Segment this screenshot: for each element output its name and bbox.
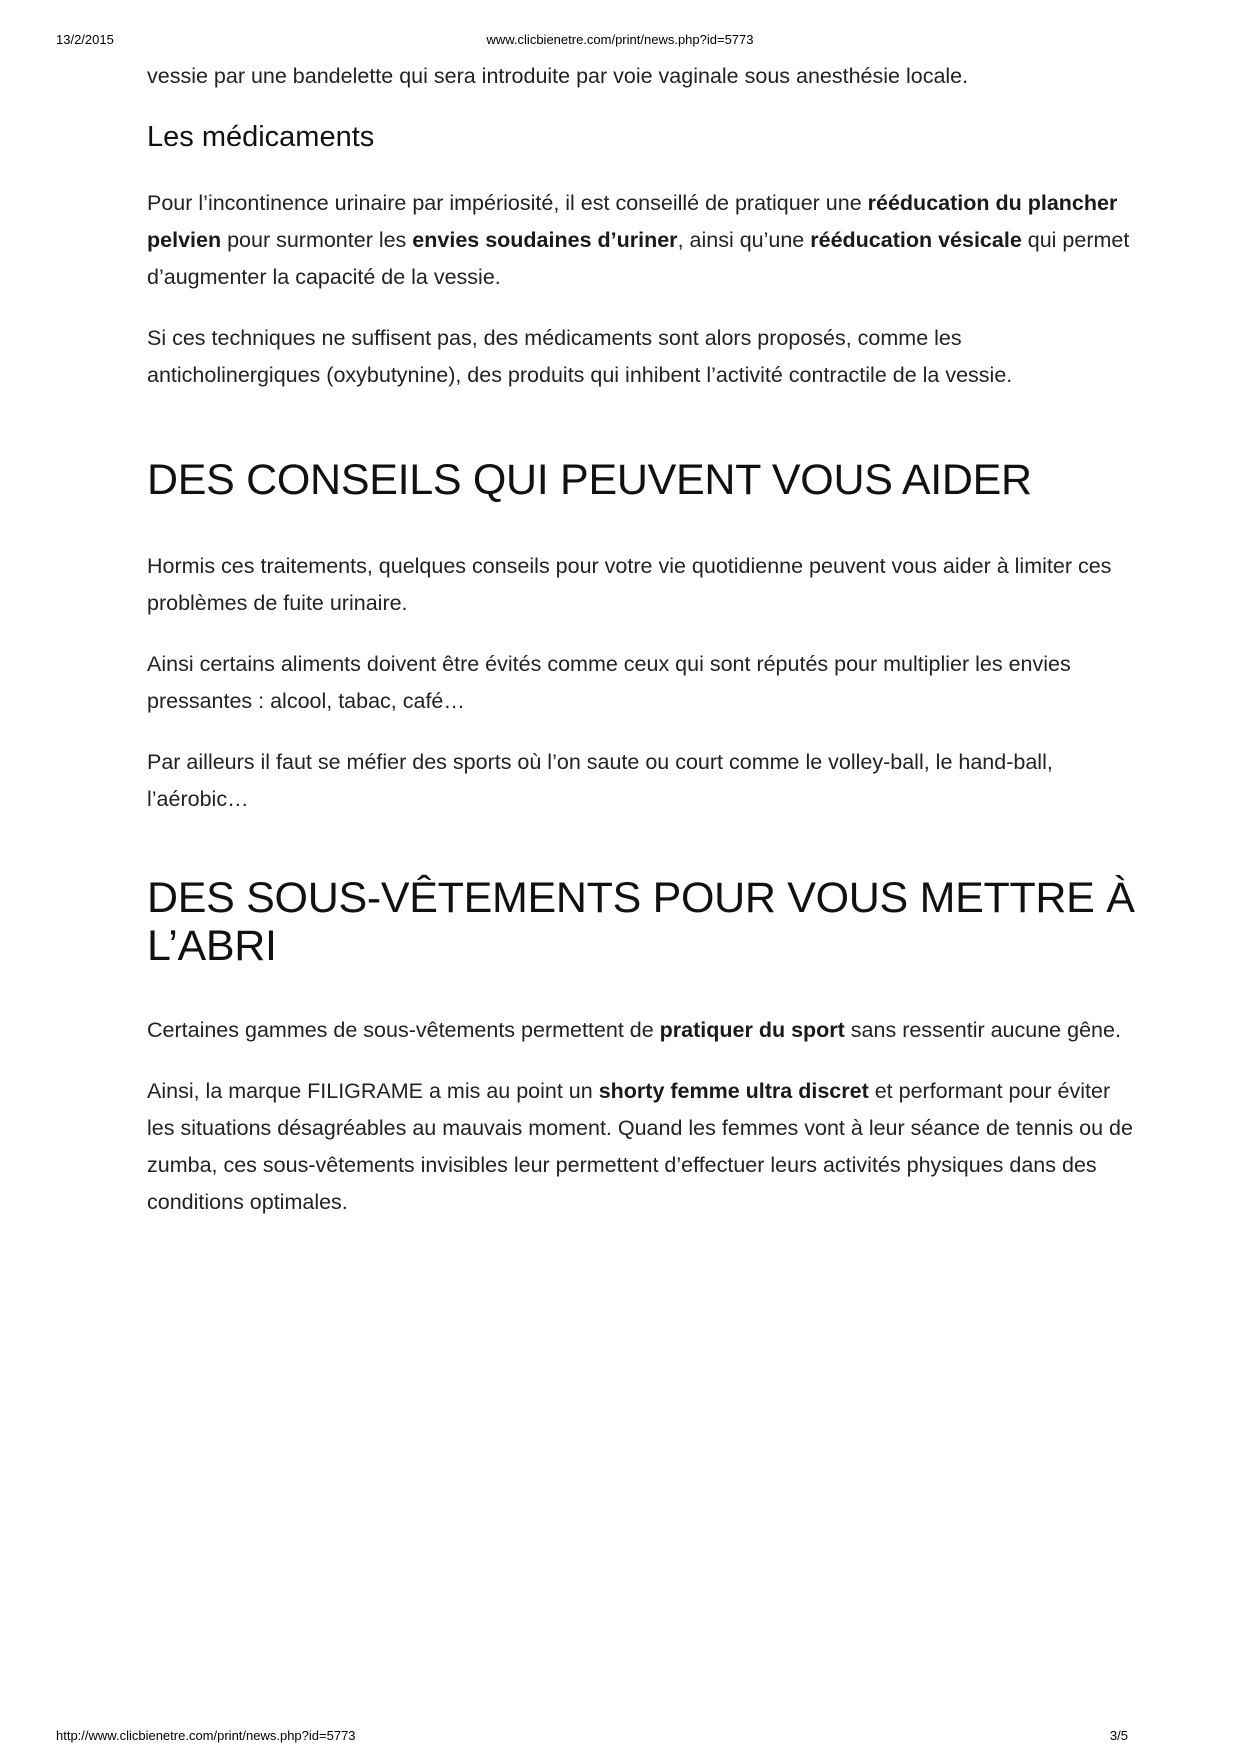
paragraph-filigrame (147, 1073, 1137, 1221)
article-body (147, 58, 1137, 1245)
heading-conseils: DES CONSEILS QUI PEUVENT VOUS AIDER (147, 456, 1032, 504)
paragraph-reeducation (147, 185, 1137, 296)
paragraph-aliments: Ainsi certains aliments doivent être évités comme ceux qui sont réputés pour multiplier les envies pressantes : alcool, tabac, café… (147, 652, 1071, 713)
text-span: Certaines gammes de sous-vêtements permettent de (147, 1018, 660, 1042)
page-number: 3/5 (1109, 1728, 1128, 1743)
paragraph-sports: Par ailleurs il faut se méfier des sports où l’on saute ou court comme le volley-ball, le hand-ball, l’aérobic… (147, 750, 1053, 811)
subheading-medicaments: Les médicaments (147, 121, 375, 153)
print-header-url: www.clicbienetre.com/print/news.php?id=5773 (486, 32, 754, 47)
bold-term: pratiquer du sport (659, 1018, 845, 1042)
intro-tail-paragraph: vessie par une bandelette qui sera introduite par voie vaginale sous anesthésie locale. (147, 64, 969, 88)
bold-term: envies soudaines d’uriner (412, 228, 678, 252)
paragraph-traitements: Hormis ces traitements, quelques conseils pour votre vie quotidienne peuvent vous aider à limiter ces problèmes de fuite urinaire. (147, 554, 1112, 615)
text-span: Ainsi, la marque FILIGRAME a mis au point un (147, 1079, 599, 1103)
text-span: Pour l’incontinence urinaire par impériosité, il est conseillé de pratiquer une (147, 191, 868, 215)
print-footer-url: http://www.clicbienetre.com/print/news.php?id=5773 (56, 1728, 356, 1743)
print-header (0, 32, 1240, 50)
paragraph-medicaments: Si ces techniques ne suffisent pas, des médicaments sont alors proposés, comme les anticholinergiques (oxybutynine), des produits qui inhibent l’activité contractile de la vessie. (147, 326, 1013, 387)
bold-term: rééducation vésicale (810, 228, 1022, 252)
bold-term: rééducation du plancher pelvien (147, 191, 1118, 252)
text-span: sans ressentir aucune gêne. (844, 1018, 1121, 1042)
heading-sous-vetements: DES SOUS-VÊTEMENTS POUR VOUS METTRE À L’ABRI (147, 874, 1135, 970)
print-date: 13/2/2015 (56, 32, 114, 47)
text-span: qui permet d’augmenter la capacité de la vessie. (147, 228, 1130, 289)
text-span: et performant pour éviter les situations désagréables au mauvais moment. Quand les femmes vont à leur séance de tennis ou de zumba, ces sous-vêtements invisibles leur permettent d’effectuer leurs activités physiques dans des conditions optimales. (147, 1079, 1133, 1214)
text-span: , ainsi qu’une (677, 228, 811, 252)
bold-term: shorty femme ultra discret (598, 1079, 869, 1103)
text-span: pour surmonter les (221, 228, 413, 252)
paragraph-gammes (147, 1012, 1137, 1049)
print-footer (0, 1728, 1240, 1746)
